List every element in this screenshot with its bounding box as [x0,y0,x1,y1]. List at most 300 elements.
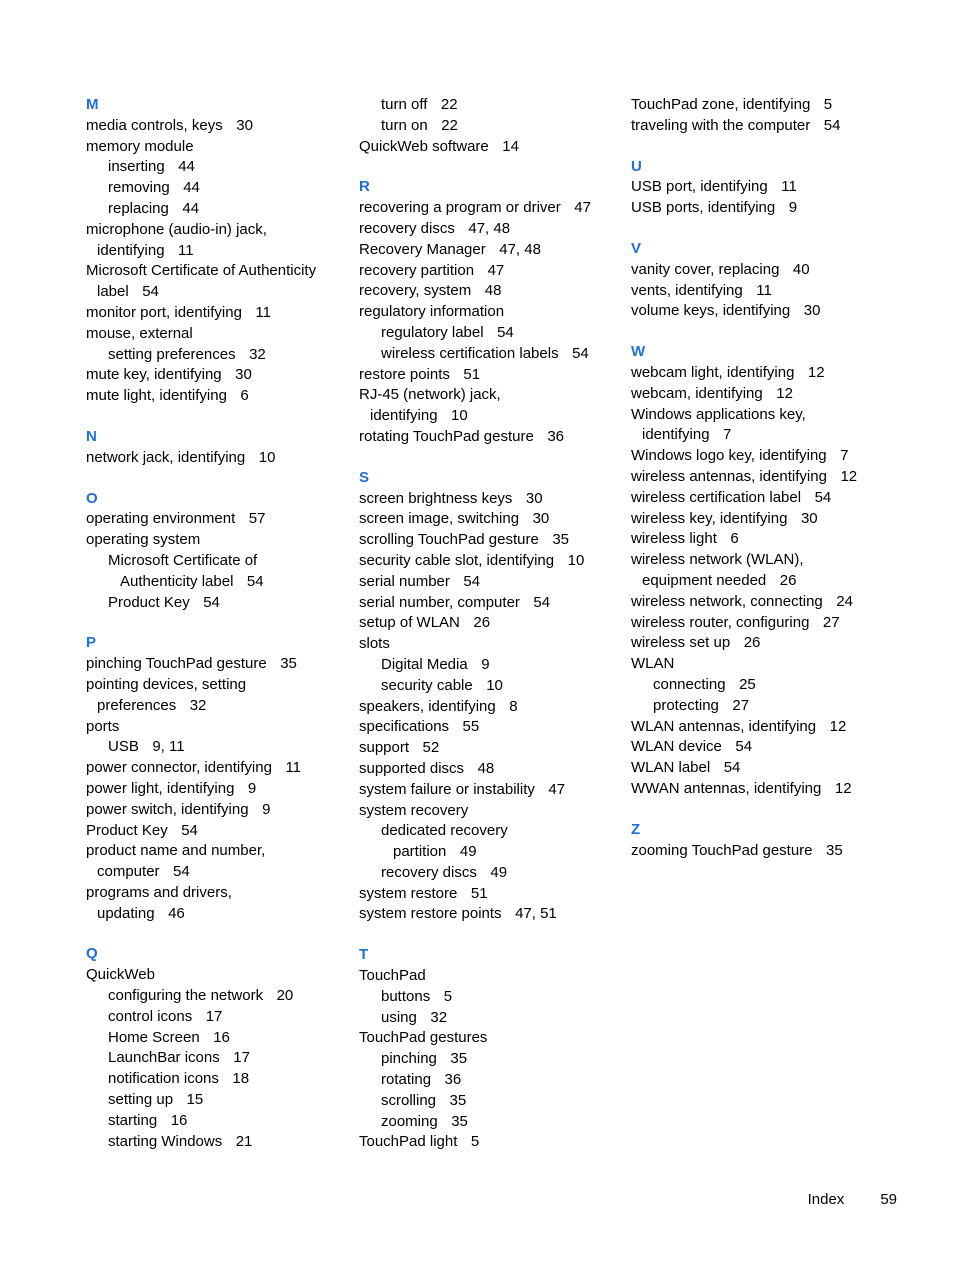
entry-page-ref: 35 [826,841,843,859]
index-entry [86,758,348,779]
entry-term: USB [108,738,139,756]
index-entry [86,696,348,717]
entry-term: RJ-45 (network) jack, [359,386,501,404]
index-entry [86,530,348,551]
section-letter: Z [631,820,641,838]
entry-term: Digital Media [381,655,468,673]
index-entry [631,675,893,696]
entry-page-ref: 36 [547,427,565,445]
entry-page-ref: 25 [739,675,756,693]
entry-page-ref: 15 [186,1091,204,1109]
index-entry [86,116,348,137]
entry-page-ref: 54 [463,572,481,590]
entry-term: screen brightness keys [359,489,513,507]
section-letter: P [86,634,97,652]
entry-term: microphone (audio-in) jack, [86,220,267,238]
entry-term: setting up [108,1091,174,1109]
index-section [86,489,348,614]
index-entry [86,841,348,862]
index-entry [86,654,348,675]
index-entry [359,323,621,344]
entry-page-ref: 8 [509,697,518,715]
entry-term: mouse, external [86,324,193,342]
entry-page-ref: 21 [235,1132,253,1150]
index-entry [86,324,348,345]
index-entry [86,1069,348,1090]
entry-term: volume keys, identifying [631,302,791,320]
entry-page-ref: 11 [781,178,797,196]
page-number: 59 [880,1191,897,1208]
entry-term: connecting [653,675,726,693]
entry-page-ref: 26 [743,634,761,652]
section-letter: W [631,343,646,361]
entry-term: USB port, identifying [631,178,768,196]
index-entry [86,1007,348,1028]
index-entry [86,821,348,842]
entry-term: TouchPad light [359,1133,458,1151]
entry-term: mute key, identifying [86,366,222,384]
entry-term: replacing [108,199,169,217]
entry-term: identifying [642,426,710,444]
entry-term: recovering a program or driver [359,199,561,217]
index-entry [359,1091,621,1112]
entry-term: zooming TouchPad gesture [631,841,813,859]
entry-term: wireless light [631,530,717,548]
index-entry [631,592,893,613]
index-entry [631,177,893,198]
entry-page-ref: 16 [170,1111,188,1129]
entry-term: USB ports, identifying [631,199,776,217]
entry-term: rotating TouchPad gesture [359,427,534,445]
index-entry [359,904,621,925]
entry-term: rotating [381,1071,432,1089]
entry-term: QuickWeb software [359,137,489,155]
entry-page-ref: 9, 11 [152,738,185,756]
entry-term: LaunchBar icons [108,1049,220,1067]
index-entry [631,363,893,384]
index-section [631,820,893,862]
index-entry [359,572,621,593]
entry-page-ref: 51 [470,884,488,902]
entry-term: pointing devices, setting [86,675,247,693]
index-entry [631,633,893,654]
index-entry [86,737,348,758]
index-entry [86,904,348,925]
entry-term: Recovery Manager [359,240,486,258]
index-entry [631,95,893,116]
section-letter: T [359,946,369,964]
entry-term: identifying [370,407,438,425]
entry-page-ref: 54 [142,283,159,301]
entry-term: Windows applications key, [631,405,806,423]
entry-page-ref: 54 [497,323,514,341]
entry-page-ref: 54 [246,572,264,590]
index-entry [86,965,348,986]
entry-term: WWAN antennas, identifying [631,779,822,797]
index-entry [631,198,893,219]
entry-term: power light, identifying [86,779,235,797]
entry-page-ref: 9 [788,199,798,217]
index-entry [631,737,893,758]
entry-term: pinching TouchPad gesture [86,655,267,673]
entry-page-ref: 27 [822,613,840,631]
index-entry [359,95,621,116]
entry-term: mute light, identifying [86,387,227,405]
entry-term: recovery discs [381,863,477,881]
index-entry [86,1028,348,1049]
index-entry [359,863,621,884]
entry-term: specifications [359,718,450,736]
index-section [359,95,621,157]
index-entry [359,1112,621,1133]
entry-page-ref: 46 [168,904,185,922]
entry-page-ref: 44 [183,179,200,197]
index-entry [631,301,893,322]
entry-term: setting preferences [108,345,236,363]
entry-page-ref: 30 [525,489,543,507]
index-entry [359,240,621,261]
entry-term: zooming [381,1112,438,1130]
index-entry [359,261,621,282]
entry-page-ref: 18 [232,1070,250,1088]
entry-term: network jack, identifying [86,448,246,466]
index-entry [86,345,348,366]
index-section [359,177,621,447]
index-entry [86,572,348,593]
index-entry [359,365,621,386]
entry-page-ref: 12 [834,779,852,797]
entry-page-ref: 10 [486,676,503,694]
section-letter: S [359,468,370,486]
entry-term: serial number [359,572,450,590]
index-entry [631,116,893,137]
index-entry [631,405,893,426]
entry-page-ref: 12 [807,363,825,381]
entry-page-ref: 11 [285,759,302,777]
entry-page-ref: 51 [463,365,481,383]
index-entry [359,1028,621,1049]
index-entry [86,178,348,199]
entry-term: support [359,739,410,757]
index-entry [631,281,893,302]
entry-term: recovery partition [359,261,475,279]
entry-term: dedicated recovery [381,822,508,840]
section-letter: O [86,489,98,507]
index-entry [359,801,621,822]
index-entry [359,551,621,572]
index-entry [86,883,348,904]
index-entry [359,281,621,302]
entry-term: Microsoft Certificate of Authenticity [86,262,317,280]
index-entry [86,157,348,178]
section-letter: N [86,427,97,445]
entry-page-ref: 26 [779,571,797,589]
index-section [86,633,348,924]
index-section [86,427,348,469]
entry-page-ref: 55 [462,718,480,736]
index-entry [359,821,621,842]
entry-term: buttons [381,987,431,1005]
index-entry [359,1132,621,1153]
entry-term: system restore points [359,905,502,923]
index-entry [359,717,621,738]
entry-term: speakers, identifying [359,697,496,715]
entry-page-ref: 35 [449,1091,467,1109]
entry-term: WLAN label [631,759,711,777]
entry-page-ref: 54 [723,759,741,777]
entry-term: setup of WLAN [359,614,460,632]
entry-term: Authenticity label [120,572,234,590]
index-entry [631,571,893,592]
index-entry [86,261,348,282]
index-entry [359,759,621,780]
index-entry [359,593,621,614]
index-entry [359,613,621,634]
entry-term: serial number, computer [359,593,520,611]
entry-page-ref: 54 [572,344,589,362]
entry-page-ref: 32 [430,1008,448,1026]
index-entry [359,987,621,1008]
entry-page-ref: 7 [723,426,732,444]
entry-term: restore points [359,365,450,383]
entry-term: recovery discs [359,219,455,237]
entry-term: product name and number, [86,842,266,860]
entry-page-ref: 5 [443,987,453,1005]
entry-page-ref: 30 [803,302,821,320]
index-section [631,157,893,219]
entry-page-ref: 11 [178,241,194,259]
entry-page-ref: 54 [533,593,551,611]
entry-term: starting [108,1111,158,1129]
index-entry [86,779,348,800]
index-entry [359,344,621,365]
index-entry [86,1132,348,1153]
entry-term: wireless network (WLAN), [631,551,804,569]
entry-term: webcam light, identifying [631,363,795,381]
entry-term: wireless set up [631,634,731,652]
entry-term: operating environment [86,510,236,528]
entry-page-ref: 17 [233,1049,250,1067]
entry-page-ref: 35 [450,1050,468,1068]
index-entry [86,862,348,883]
index-entry [86,1111,348,1132]
index-entry [631,654,893,675]
index-column-1 [86,95,348,1172]
entry-term: power connector, identifying [86,759,272,777]
entry-term: partition [393,843,447,861]
entry-term: media controls, keys [86,116,223,134]
index-entry [359,884,621,905]
index-entry [359,530,621,551]
entry-term: Windows logo key, identifying [631,447,827,465]
entry-page-ref: 47 [548,780,566,798]
entry-page-ref: 35 [552,531,570,549]
entry-term: power switch, identifying [86,800,249,818]
index-section [631,342,893,800]
entry-term: label [97,283,129,301]
section-letter: R [359,178,370,196]
index-entry [631,841,893,862]
entry-page-ref: 35 [280,655,297,673]
entry-term: operating system [86,531,201,549]
index-entry [631,425,893,446]
entry-page-ref: 47, 48 [468,219,511,237]
index-entry [359,385,621,406]
index-entry [86,241,348,262]
entry-term: webcam, identifying [631,384,763,402]
entry-term: recovery, system [359,282,472,300]
entry-page-ref: 24 [836,592,853,610]
entry-term: wireless network, connecting [631,592,823,610]
entry-page-ref: 40 [792,260,810,278]
index-entry [631,384,893,405]
entry-term: starting Windows [108,1132,223,1150]
index-entry [86,986,348,1007]
entry-page-ref: 30 [236,116,253,134]
entry-term: updating [97,904,155,922]
entry-page-ref: 54 [823,116,841,134]
index-entry [359,634,621,655]
index-section [631,239,893,322]
entry-term: screen image, switching [359,510,520,528]
entry-term: computer [97,863,160,881]
entry-page-ref: 54 [735,738,753,756]
index-entry [86,282,348,303]
entry-term: traveling with the computer [631,116,811,134]
entry-term: pinching [381,1050,437,1068]
index-entry [359,1070,621,1091]
entry-page-ref: 54 [173,863,190,881]
index-entry [86,365,348,386]
entry-page-ref: 10 [567,551,585,569]
index-entry [359,427,621,448]
entry-term: system recovery [359,801,469,819]
index-entry [86,220,348,241]
entry-term: configuring the network [108,987,264,1005]
index-entry [86,800,348,821]
entry-term: scrolling [381,1091,437,1109]
index-column-2 [359,95,621,1173]
index-entry [86,137,348,158]
entry-page-ref: 12 [829,717,847,735]
entry-term: wireless certification labels [381,344,559,362]
entry-term: regulatory information [359,303,505,321]
entry-page-ref: 7 [840,447,849,465]
entry-term: Microsoft Certificate of [108,551,258,569]
entry-term: TouchPad zone, identifying [631,96,811,113]
entry-term: Product Key [108,593,190,611]
index-entry [86,303,348,324]
index-entry [359,676,621,697]
index-entry [86,1090,348,1111]
index-section [631,95,893,137]
index-entry [359,655,621,676]
entry-term: monitor port, identifying [86,303,242,321]
entry-page-ref: 14 [502,137,519,155]
index-entry [631,696,893,717]
entry-page-ref: 9 [247,779,257,797]
entry-term: QuickWeb [86,966,155,984]
index-section [359,468,621,926]
entry-page-ref: 16 [213,1028,230,1046]
index-entry [359,697,621,718]
index-entry [86,386,348,407]
entry-term: wireless router, configuring [631,613,810,631]
entry-page-ref: 30 [800,509,818,527]
index-section [86,944,348,1152]
entry-page-ref: 44 [182,199,200,217]
entry-term: identifying [97,241,165,259]
entry-term: wireless certification label [631,488,802,506]
index-entry [631,467,893,488]
entry-page-ref: 47, 51 [515,905,557,923]
entry-term: wireless antennas, identifying [631,467,827,485]
entry-page-ref: 5 [823,96,833,113]
index-entry [86,551,348,572]
entry-term: using [381,1008,417,1026]
section-letter: M [86,96,99,113]
entry-term: vents, identifying [631,281,743,299]
entry-page-ref: 44 [178,158,195,176]
entry-page-ref: 54 [203,593,220,611]
entry-page-ref: 20 [276,987,294,1005]
entry-term: WLAN device [631,738,722,756]
entry-page-ref: 52 [422,739,440,757]
entry-page-ref: 47 [574,199,591,217]
entry-term: notification icons [108,1070,219,1088]
index-entry [86,509,348,530]
index-entry [359,116,621,137]
entry-page-ref: 30 [532,510,550,528]
entry-page-ref: 11 [255,303,271,321]
entry-page-ref: 5 [470,1133,480,1151]
entry-page-ref: 10 [258,448,276,466]
entry-page-ref: 57 [248,510,266,528]
section-letter: V [631,239,642,257]
index-entry [631,446,893,467]
index-entry [86,199,348,220]
index-section [86,95,348,407]
entry-term: control icons [108,1007,193,1025]
entry-term: wireless key, identifying [631,509,788,527]
entry-term: memory module [86,137,194,155]
entry-term: WLAN antennas, identifying [631,717,817,735]
index-entry [86,448,348,469]
entry-term: turn off [381,96,428,113]
entry-page-ref: 6 [240,387,249,405]
entry-term: protecting [653,696,719,714]
entry-term: Product Key [86,821,168,839]
entry-term: removing [108,179,170,197]
index-entry [359,219,621,240]
entry-page-ref: 32 [189,696,207,714]
entry-term: WLAN [631,655,675,673]
index-entry [631,779,893,800]
entry-page-ref: 49 [459,843,477,861]
entry-page-ref: 27 [732,696,750,714]
entry-page-ref: 10 [451,407,468,425]
entry-page-ref: 36 [444,1071,462,1089]
entry-term: system failure or instability [359,780,535,798]
entry-page-ref: 54 [814,488,832,506]
entry-page-ref: 26 [473,614,491,632]
entry-page-ref: 11 [756,281,772,299]
entry-page-ref: 9 [262,800,271,818]
entry-page-ref: 6 [730,530,739,548]
index-entry [359,842,621,863]
entry-term: programs and drivers, [86,883,232,901]
index-entry [359,198,621,219]
